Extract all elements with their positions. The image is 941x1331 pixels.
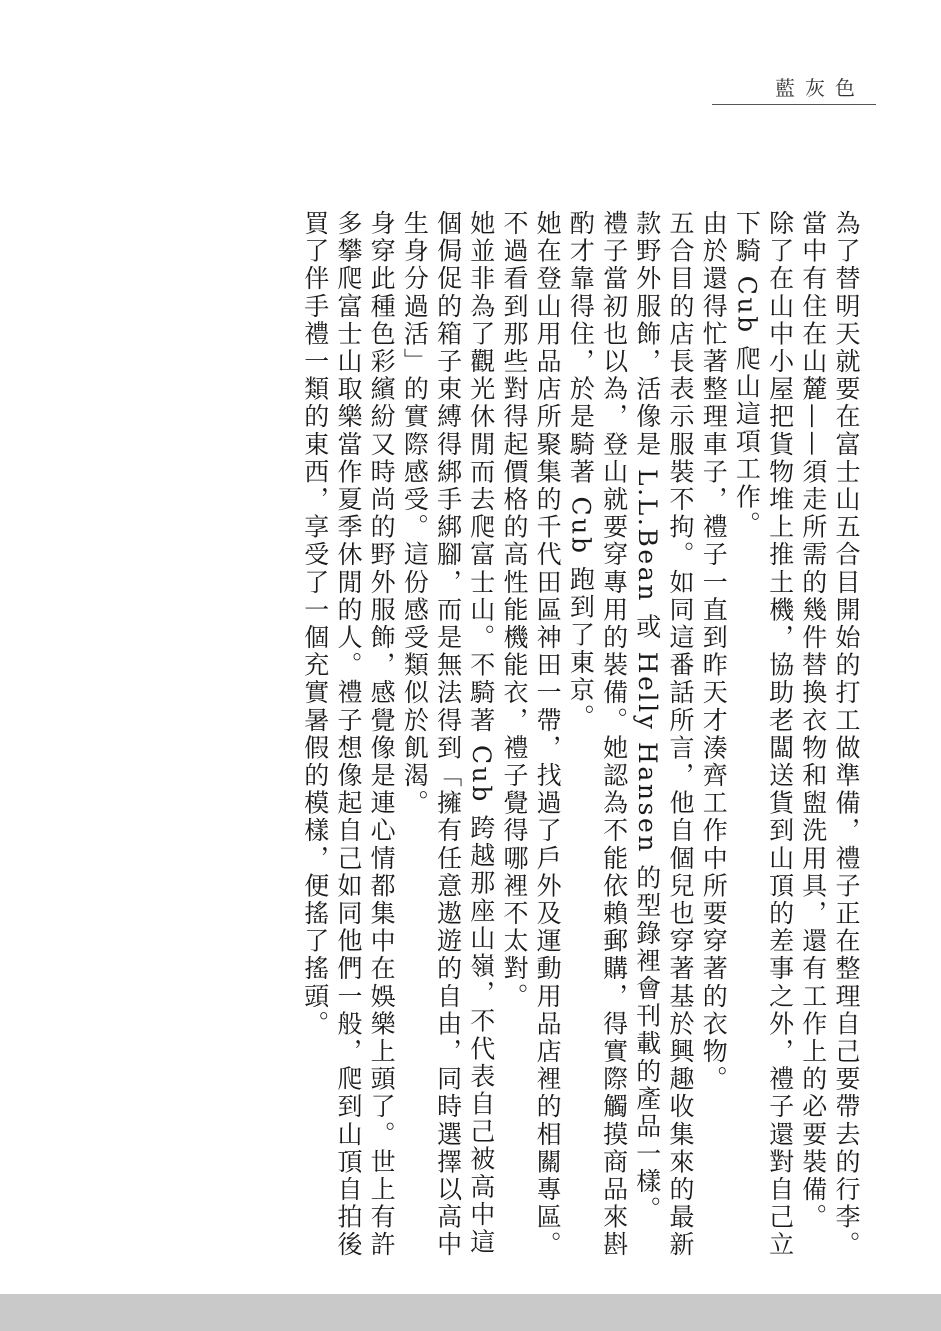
paragraph-5: 五合目的店長表示服裝不拘。如同這番話所言，他自個兒也穿著基於興趣收集來的最新款野外服飾，活像是 L.L.Bean 或 Helly Hansen 的型錄裡會刊載的產品一樣。 bbox=[632, 210, 695, 1259]
paragraph-6: 禮子當初也以為，登山就要穿專用的裝備。她認為不能依賴郵購，得實際觸摸商品來斟酌才靠得住，於是騎著 Cub 跑到了東京。 bbox=[566, 210, 629, 1259]
paragraph-2: 當中有住在山麓——須走所需的幾件替換衣物和盥洗用具，還有工作上的必要裝備。 bbox=[798, 210, 828, 1232]
running-header-title: 藍灰色 bbox=[775, 76, 865, 100]
paragraph-7: 她在登山用品店所聚集的千代田區神田一帶，找過了戶外及運動用品店裡的相關專區。不過看到那些對得起價格的高性能機能衣，禮子覺得哪裡不太對。 bbox=[499, 210, 563, 1259]
header-rule bbox=[712, 104, 876, 105]
vertical-text-body bbox=[73, 210, 863, 1270]
footer-band bbox=[0, 1294, 941, 1331]
paragraph-8: 她並非為了觀光休閒而去爬富士山。不騎著 Cub 跨越那座山嶺，不代表自己被高中這個侷促的箱子束縛得綁手綁腳，而是無法得到「擁有任意遨遊的自由，同時選擇以高中生身分過活」的實際感受。這份感受類似於飢渴。 bbox=[400, 210, 496, 1259]
paragraph-3: 除了在山中小屋把貨物堆上推土機，協助老闆送貨到山頂的差事之外，禮子還對自己立下騎 Cub 爬山這項工作。 bbox=[732, 210, 795, 1259]
paragraph-9: 身穿此種色彩繽紛又時尚的野外服飾，感覺像是連心情都集中在娛樂上頭了。世上有許多攀爬富士山取樂當作夏季休閒的人。禮子想像起自己如同他們一般，爬到山頂自拍後買了伴手禮一類的東西，享受了一個充實暑假的模樣，便搖了搖頭。 bbox=[300, 210, 397, 1259]
paragraph-1: 為了替明天就要在富士山五合目開始的打工做準備，禮子正在整理自己要帶去的行李。 bbox=[832, 210, 861, 1259]
paragraph-4: 由於還得忙著整理車子，禮子一直到昨天才湊齊工作中所要穿著的衣物。 bbox=[699, 210, 729, 1094]
